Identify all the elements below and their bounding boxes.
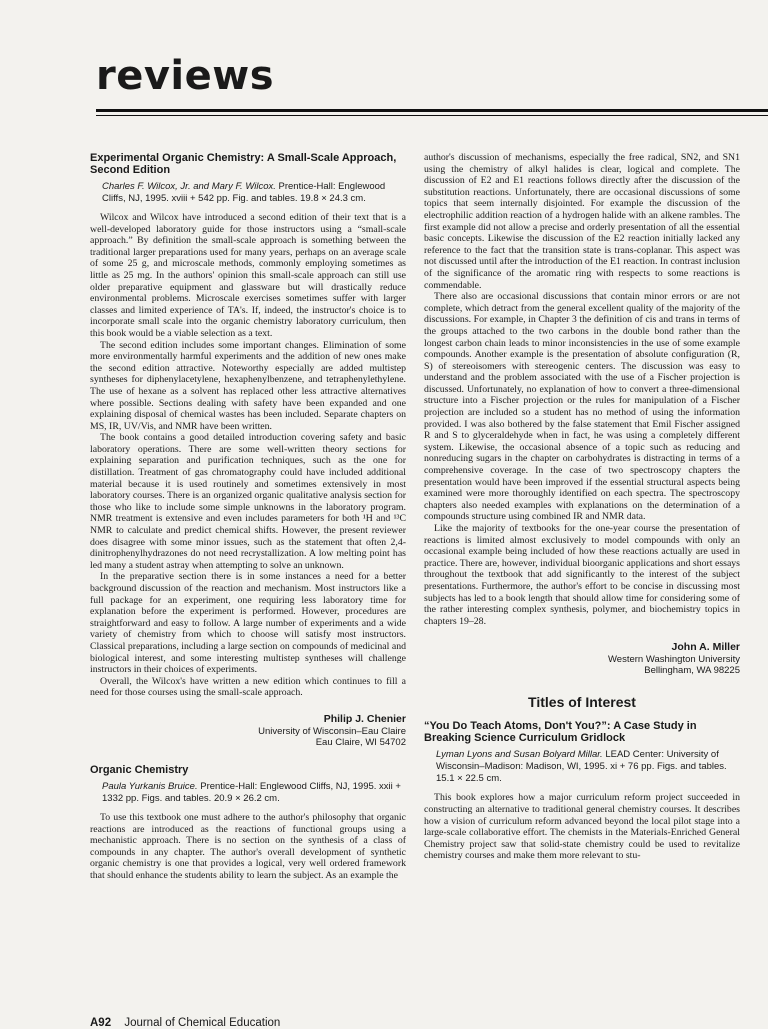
reviewer-signature <box>90 713 406 748</box>
publisher-info: LEAD Center: University of Wisconsin–Madison: Madison, WI, 1995. xi + 76 pp. Figs. and tables. 15.1 × 22.5 cm. <box>436 749 727 785</box>
right-column <box>424 152 740 862</box>
reviewer-name: Philip J. Chenier <box>323 712 406 725</box>
review-bruice <box>90 764 406 882</box>
review-paragraph: author's discussion of mechanisms, especially the free radical, SN2, and SN1 using the chemistry of alkyl halides is clear, logical and complete. The discussion of E2 and E1 reactions follows directly after the discussion of the substitution reactions. Unfortunately, there are occasional discussions of some topics that seem internally disjointed. For example the discussion of the electrophilic addition reaction of a hydrogen halide with an alkene rambles. The first example did not allow a precise and orderly presentation of all the essential basic concepts. Likewise the discussion of the E2 reaction initially lacked any reference to the fact that the transition state is trans-coplanar. This aspect was not discussed until after the introduction of the E1 reaction. In contrast inclusion of the significance of the aromatic ring with respects to some reactions is commendable. <box>424 152 740 291</box>
book-authors: Paula Yurkanis Bruice. <box>102 780 198 792</box>
publisher-info: Prentice-Hall: Englewood Cliffs, NJ, 1995. xxii + 1332 pp. Figs. and tables. 20.9 × 26.2 cm. <box>102 780 401 804</box>
reviewer-affiliation: Western Washington University <box>608 654 740 666</box>
review-paragraph: This book explores how a major curriculum reform project succeeded in constructing an alternative to traditional general chemistry courses. It describes how a vision of curriculum reform advanced beyond the local pilot stage into a large-scale collaborative effort. The chemists in the Materials-Enriched General Chemistry project saw that solid-state chemistry could be used to revitalize chemistry courses and make them more relevant to stu- <box>424 792 740 862</box>
page-number: A92 <box>90 1017 112 1029</box>
reviewer-location: Eau Claire, WI 54702 <box>315 736 406 748</box>
header-rule-thick <box>96 109 768 112</box>
reviewer-name: John A. Miller <box>671 641 740 654</box>
review-wilcox <box>90 152 406 748</box>
reviewer-signature <box>424 641 740 676</box>
review-bruice-continued <box>424 152 740 676</box>
reviewer-location: Bellingham, WA 98225 <box>644 665 740 677</box>
section-masthead: reviews <box>96 53 275 99</box>
bibliographic-info <box>90 781 406 805</box>
review-paragraph: There also are occasional discussions that contain minor errors or are not complete, which detract from the general excellent quality of the majority of the discussions. For example, in Chapter 3 the definition of cis and trans in terms of the groups attached to the two carbons in the double bond rather than the longest carbon chain leads to minor inconsistencies in the use of some example compounds. Another example is the presentation of absolute configuration (R, S) of stereoisomers with stereogenic centers. The discussion was easy to understand and the problem associated with the use of a Fischer projection is discussed. Unfortunately, no explanation of how to convert a three-dimensional structure into a Fischer projection or the rules for manipulation of a Fischer projection are included so a student has no method of using the information provided. I was also bothered by the false statement that Emil Fischer assigned R and S to glyceraldehyde when in fact, he was using a completely different system. Likewise, the occasional absence of a topic such as reducing and nonreducing sugars in the chapter on carbohydrates is distracting in terms of a comprehensive coverage. In the case of two spectroscopy chapters the presentation would have been improved if the essential structural aspects being examined were more thoroughly identified on each spectra. The spectroscopy chapters also needed examples with explanations on the determination of a compounds structure using combined IR and NMR data. <box>424 291 740 523</box>
review-title: Organic Chemistry <box>90 763 189 776</box>
bibliographic-info <box>90 181 406 205</box>
book-authors: Lyman Lyons and Susan Bolyard Millar. <box>436 749 603 761</box>
journal-name: Journal of Chemical Education <box>124 1017 281 1029</box>
review-paragraph: In the preparative section there is in some instances a need for a better background discussion of the reaction and mechanism. Most instructors like a full package for an experiment, one requiring less laboratory time for explanation before the experiment is performed. However, procedures are straightforward and easy to follow. A large number of experiments and a wide variety of chemistry from which to choose will satisfy most instructors. Classical preparations, including a large section on compounds of medicinal and biological interest, and some interesting multistep syntheses will challenge instructors in their choices of experiments. <box>90 571 406 676</box>
review-paragraph: Like the majority of textbooks for the one-year course the presentation of reactions is limited almost exclusively to model compounds with only an occasional example being included of how these reactions actually are used in practice. There are, however, individual bioorganic applications and short essays throughout the textbook that add significantly to the interest of the subject presentations. Furthermore, the author's effort to be concise in discussing most subjects has led to a book length that should allow time for considering some of the rather interesting complex synthesis, polymer, and biochemistry topics in chapters 19–28. <box>424 523 740 627</box>
review-lyons <box>424 720 740 862</box>
review-paragraph: Overall, the Wilcox's have written a new edition which continues to fill a need for those courses using the small-scale approach. <box>90 675 406 699</box>
review-paragraph: Wilcox and Wilcox have introduced a second edition of their text that is a well-developed laboratory guide for those instructors using a “small-scale approach.” By definition the small-scale approach is something between the traditional larger preparations used for many years, perhaps on an average scale of some 25 g, and microscale methods, commonly employing sometimes as little as 25 mg. In the authors' opinion this small-scale approach can still use older preparative equipment and glassware but will drastically reduce environmental problems. Microscale exercises sometimes suffer with larger classes and limited experience of TA's. If, indeed, the instructor's choice is to incorporate small scale into the organic chemistry laboratory curriculum, then this book would be a viable selection as a text. <box>90 212 406 339</box>
reviewer-affiliation: University of Wisconsin–Eau Claire <box>258 725 406 737</box>
review-title: “You Do Teach Atoms, Don't You?”: A Case Study in Breaking Science Curriculum Gridlock <box>424 720 697 745</box>
header-rule-thin <box>96 115 768 116</box>
page-footer <box>90 1017 280 1029</box>
review-title: Experimental Organic Chemistry: A Small-Scale Approach, Second Edition <box>90 152 397 176</box>
review-paragraph: The book contains a good detailed introduction covering safety and basic laboratory operations. There are some well-written theory sections for explaining separation and purification techniques, such as the one for distillation. Treatment of gas chromatography could have included additional material because it is used routinely and sometimes extensively in most laboratory courses. There is an organized organic qualitative analysis section for those who like to include some simple unknowns in the laboratory program. NMR treatment is extensive and even includes parameters for both ¹H and ¹³C NMR to calculate and predict chemical shifts. However, the present reviewer does disagree with some minor issues, such as the statement that often 2,4-dinitrophenylhydrazones do not need recrystallization. A low melting point has led many a student astray when attempting to solve an unknown. <box>90 432 406 571</box>
review-paragraph: The second edition includes some important changes. Elimination of some more environmentally harmful experiments and the addition of new ones make the second edition attractive. Noteworthy especially are added multistep syntheses for diphenylacetylene, hexaphenylbenzene, and tetraphenylethylene. The use of hexane as a solvent has replaced other less attractive alternatives where possible. Sections dealing with safety have been expanded and one explaining disposal of chemical wastes has been included. Separate chapters on MS, IR, UV/Vis, and NMR have been written. <box>90 339 406 432</box>
left-column <box>90 152 406 882</box>
titles-of-interest-heading: Titles of Interest <box>528 694 636 711</box>
book-authors: Charles F. Wilcox, Jr. and Mary F. Wilcox. <box>102 181 276 192</box>
review-paragraph: To use this textbook one must adhere to the author's philosophy that organic reactions are introduced as the reactions of functional groups using a mechanistic approach. There is no section on the synthesis of a class of compounds in any chapter. The author's overall development of synthetic organic chemistry is one that provides a logical, very well ordered framework that should enhance the students ability to learn the subject. As an example the <box>90 811 406 881</box>
publisher-info: Prentice-Hall: Englewood Cliffs, NJ, 1995. xviii + 542 pp. Fig. and tables. 19.8 × 24.3 cm. <box>102 181 386 204</box>
bibliographic-info <box>424 749 740 785</box>
